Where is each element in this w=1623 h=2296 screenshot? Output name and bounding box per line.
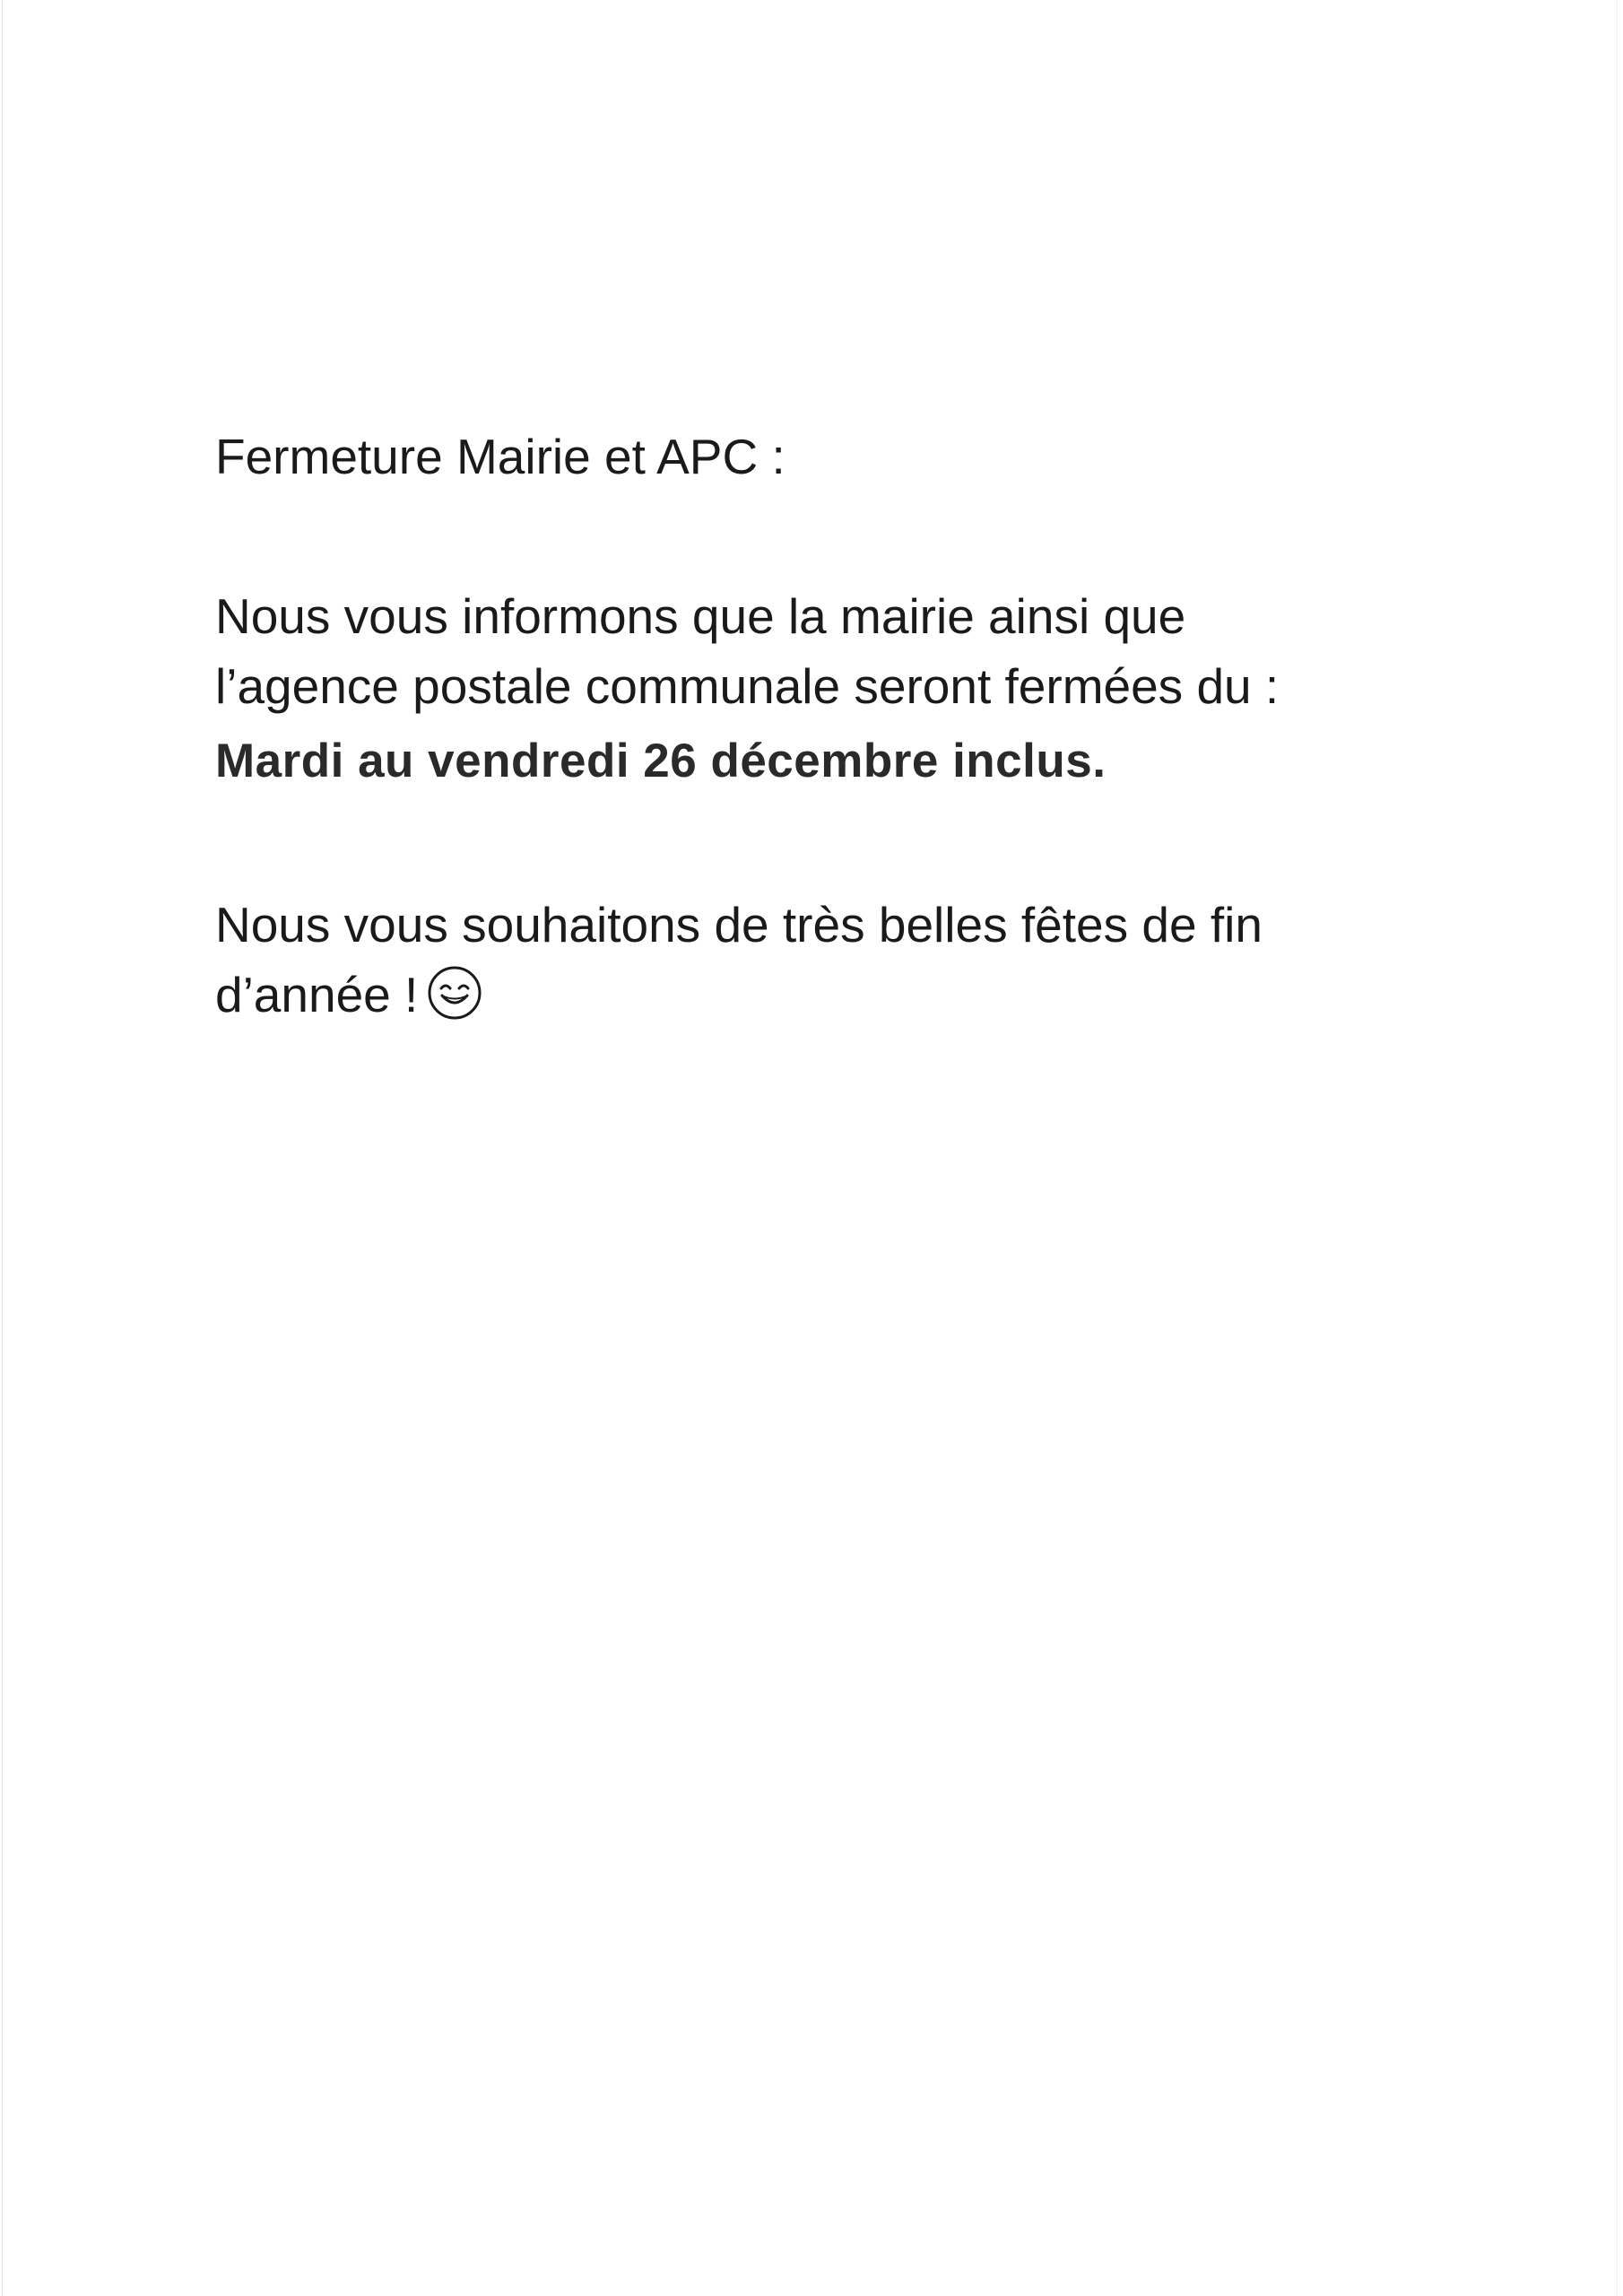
greeting-text: d’année ! (215, 967, 419, 1022)
spacer (215, 796, 1515, 890)
scan-edge-left (2, 0, 3, 2296)
greeting-line-end (215, 960, 1515, 1030)
scan-edge-right (1617, 0, 1618, 2296)
greeting-line: Nous vous souhaitons de très belles fêtes de fin (215, 897, 1263, 952)
notice-paragraph-line: Nous vous informons que la mairie ainsi que (215, 588, 1186, 644)
smiling-face-icon (427, 965, 482, 1021)
closure-dates: Mardi au vendredi 26 décembre inclus. (215, 735, 1107, 787)
notice-content (215, 422, 1515, 1030)
notice-paragraph-line: l’agence postale communale seront fermées du : (215, 658, 1280, 714)
notice-title: Fermeture Mairie et APC : (215, 429, 785, 484)
